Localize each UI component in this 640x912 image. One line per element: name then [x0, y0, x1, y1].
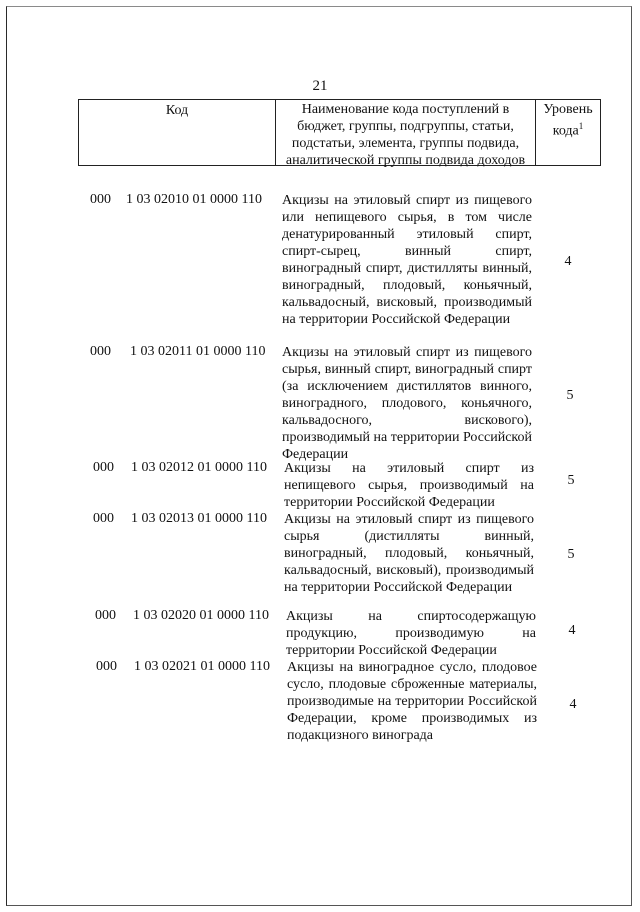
- budget-code: 1 03 02012 01 0000 110: [131, 460, 267, 475]
- budget-code: 1 03 02013 01 0000 110: [131, 511, 267, 526]
- row-level: 5: [566, 388, 574, 403]
- row-level: 4: [569, 697, 577, 712]
- row-level: 4: [568, 623, 576, 638]
- admin-code: 000: [96, 659, 117, 674]
- admin-code: 000: [95, 608, 116, 623]
- row-level: 5: [567, 473, 575, 488]
- row-name: Акцизы на виноградное сусло, плодовое сусло, плодовые сброженные материалы, производимые на территории Российской Федерации, кроме производимых из подакцизного винограда: [287, 660, 537, 743]
- row-name: Акцизы на этиловый спирт из пищевого сырья, винный спирт, виноградный спирт (за исключением дистиллятов винного, виноградного, плодового, коньячного, кальвадосного, вискового), производимый на территории Российской Федерации: [282, 345, 532, 462]
- header-name: Наименование кода поступлений в бюджет, группы, подгруппы, статьи, подстатьи, элемента, группы подвида, аналитической группы подвида доходов: [276, 100, 536, 165]
- budget-code: 1 03 02010 01 0000 110: [126, 192, 262, 207]
- admin-code: 000: [93, 460, 114, 475]
- admin-code: 000: [90, 344, 111, 359]
- table-header: [78, 99, 601, 166]
- header-level: [536, 100, 600, 165]
- row-name: Акцизы на этиловый спирт из непищевого сырья, производимый на территории Российской Федерации: [284, 461, 534, 510]
- budget-code: 1 03 02020 01 0000 110: [133, 608, 269, 623]
- admin-code: 000: [93, 511, 114, 526]
- row-name: Акцизы на этиловый спирт из пищевого или непищевого сырья, в том числе денатурированный этиловый спирт, спирт-сырец, винный спирт, виноградный спирт, дистилляты винный, виноградный, плодовый, коньячный, кальвадосный, висковый, производимый на территории Российской Федерации: [282, 193, 532, 327]
- admin-code: 000: [90, 192, 111, 207]
- budget-code: 1 03 02021 01 0000 110: [134, 659, 270, 674]
- budget-code: 1 03 02011 01 0000 110: [130, 344, 266, 359]
- row-name: Акцизы на спиртосодержащую продукцию, производимую на территории Российской Федерации: [286, 609, 536, 658]
- row-level: 5: [567, 547, 575, 562]
- header-level-footnote: 1: [578, 121, 584, 131]
- header-level-label: Уровень кода: [543, 102, 593, 139]
- header-code: Код: [79, 100, 276, 165]
- row-name: Акцизы на этиловый спирт из пищевого сырья (дистилляты винный, виноградный, плодовый, коньячный, кальвадосный, висковый), производимый на территории Российской Федерации: [284, 512, 534, 595]
- page-number: 21: [312, 78, 328, 94]
- row-level: 4: [564, 254, 572, 269]
